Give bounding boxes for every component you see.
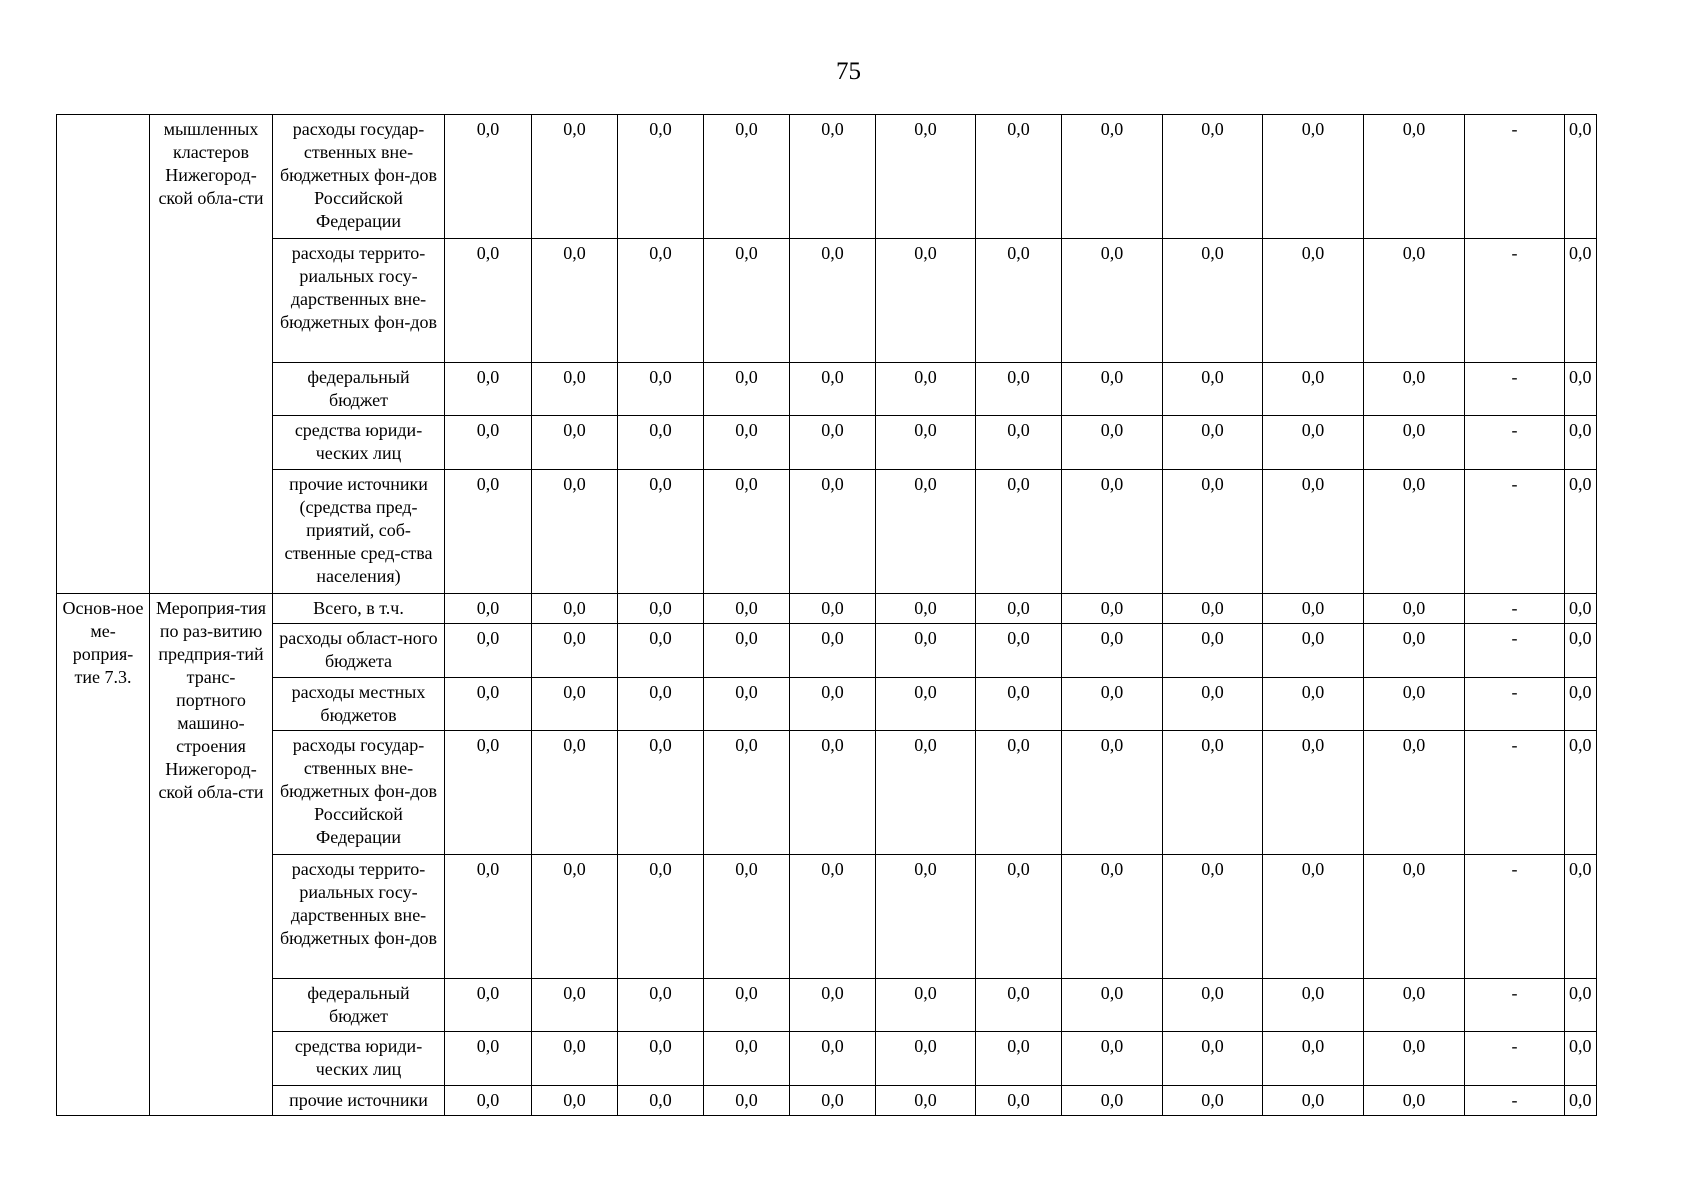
value-cell: - — [1465, 731, 1565, 855]
value-cell: 0,0 — [1062, 1032, 1163, 1086]
value-cell: 0,0 — [1364, 624, 1465, 678]
value-cell: 0,0 — [532, 470, 618, 594]
value-cell: 0,0 — [1062, 731, 1163, 855]
value-cell: 0,0 — [1062, 979, 1163, 1032]
value-cell: 0,0 — [976, 470, 1062, 594]
value-cell: 0,0 — [1364, 416, 1465, 470]
value-cell: 0,0 — [1565, 678, 1597, 731]
value-cell: - — [1465, 115, 1565, 239]
funding-source-cell: расходы террито-риальных госу-дарственных вне-бюджетных фон-дов — [273, 239, 445, 363]
value-cell: 0,0 — [445, 624, 532, 678]
value-cell: 0,0 — [876, 1032, 976, 1086]
value-cell: 0,0 — [1263, 855, 1364, 979]
value-cell: 0,0 — [1263, 1032, 1364, 1086]
value-cell: 0,0 — [1565, 115, 1597, 239]
value-cell: 0,0 — [1163, 470, 1263, 594]
value-cell: 0,0 — [1364, 470, 1465, 594]
value-cell: 0,0 — [876, 239, 976, 363]
value-cell: 0,0 — [790, 855, 876, 979]
value-cell: 0,0 — [445, 855, 532, 979]
value-cell: 0,0 — [876, 416, 976, 470]
value-cell: 0,0 — [790, 416, 876, 470]
funding-source-cell: расходы государ-ственных вне-бюджетных фон-дов Российской Федерации — [273, 731, 445, 855]
value-cell: - — [1465, 855, 1565, 979]
value-cell: 0,0 — [532, 115, 618, 239]
value-cell: 0,0 — [976, 594, 1062, 624]
funding-source-cell: федеральный бюджет — [273, 979, 445, 1032]
funding-source-cell: прочие источники (средства пред-приятий, соб-ственные сред-ства населения) — [273, 470, 445, 594]
funding-source-cell: расходы террито-риальных госу-дарственных вне-бюджетных фон-дов — [273, 855, 445, 979]
value-cell: 0,0 — [790, 239, 876, 363]
value-cell: 0,0 — [790, 731, 876, 855]
table-row — [57, 594, 1597, 624]
value-cell: 0,0 — [704, 624, 790, 678]
value-cell: - — [1465, 624, 1565, 678]
value-cell: 0,0 — [976, 115, 1062, 239]
value-cell: 0,0 — [876, 363, 976, 416]
value-cell: 0,0 — [445, 239, 532, 363]
value-cell: 0,0 — [618, 594, 704, 624]
activity-name-cell: Мероприя-тия по раз-витию предприя-тий транс-портного машино-строения Нижегород-ской обла-сти — [150, 594, 273, 1116]
value-cell: 0,0 — [445, 979, 532, 1032]
value-cell: 0,0 — [1565, 979, 1597, 1032]
table-body — [57, 115, 1597, 1116]
value-cell: 0,0 — [1364, 594, 1465, 624]
value-cell: 0,0 — [1364, 731, 1465, 855]
value-cell: 0,0 — [445, 678, 532, 731]
value-cell: 0,0 — [618, 470, 704, 594]
value-cell: 0,0 — [1062, 855, 1163, 979]
value-cell: 0,0 — [1163, 731, 1263, 855]
value-cell: 0,0 — [790, 363, 876, 416]
value-cell: 0,0 — [790, 594, 876, 624]
value-cell: 0,0 — [1062, 470, 1163, 594]
value-cell: 0,0 — [976, 855, 1062, 979]
value-cell: 0,0 — [1263, 594, 1364, 624]
activity-code-cell: Основ-ное ме-роприя-тие 7.3. — [57, 594, 150, 1116]
value-cell: 0,0 — [1263, 115, 1364, 239]
value-cell: 0,0 — [445, 1086, 532, 1116]
value-cell: 0,0 — [618, 115, 704, 239]
value-cell: 0,0 — [618, 731, 704, 855]
value-cell: 0,0 — [618, 1086, 704, 1116]
value-cell: 0,0 — [618, 624, 704, 678]
value-cell: 0,0 — [445, 363, 532, 416]
value-cell: 0,0 — [704, 855, 790, 979]
activity-code-cell — [57, 115, 150, 594]
table-row — [57, 855, 1597, 979]
value-cell: - — [1465, 416, 1565, 470]
value-cell: 0,0 — [1263, 731, 1364, 855]
value-cell: 0,0 — [445, 594, 532, 624]
funding-source-cell: прочие источники — [273, 1086, 445, 1116]
value-cell: 0,0 — [790, 1032, 876, 1086]
value-cell: 0,0 — [1565, 594, 1597, 624]
value-cell: 0,0 — [704, 1032, 790, 1086]
value-cell: 0,0 — [532, 624, 618, 678]
value-cell: - — [1465, 594, 1565, 624]
funding-table — [56, 114, 1597, 1116]
value-cell: 0,0 — [1163, 416, 1263, 470]
table-row — [57, 115, 1597, 239]
value-cell: 0,0 — [1565, 731, 1597, 855]
value-cell: - — [1465, 470, 1565, 594]
funding-source-cell: расходы област-ного бюджета — [273, 624, 445, 678]
value-cell: 0,0 — [1364, 855, 1465, 979]
value-cell: 0,0 — [1364, 678, 1465, 731]
value-cell: 0,0 — [532, 855, 618, 979]
value-cell: 0,0 — [618, 1032, 704, 1086]
funding-source-cell: расходы государ-ственных вне-бюджетных фон-дов Российской Федерации — [273, 115, 445, 239]
funding-source-cell: средства юриди-ческих лиц — [273, 1032, 445, 1086]
value-cell: 0,0 — [1263, 470, 1364, 594]
value-cell: 0,0 — [704, 731, 790, 855]
value-cell: 0,0 — [532, 416, 618, 470]
value-cell: 0,0 — [618, 239, 704, 363]
value-cell: 0,0 — [1062, 678, 1163, 731]
value-cell: 0,0 — [532, 1032, 618, 1086]
value-cell: 0,0 — [1565, 624, 1597, 678]
value-cell: 0,0 — [445, 115, 532, 239]
value-cell: 0,0 — [1062, 363, 1163, 416]
table-row — [57, 363, 1597, 416]
table-row — [57, 731, 1597, 855]
value-cell: 0,0 — [704, 239, 790, 363]
value-cell: 0,0 — [876, 115, 976, 239]
value-cell: 0,0 — [1364, 979, 1465, 1032]
value-cell: 0,0 — [1565, 470, 1597, 594]
value-cell: 0,0 — [876, 594, 976, 624]
activity-name-cell: мышленных кластеров Нижегород-ской обла-сти — [150, 115, 273, 594]
table-row — [57, 1032, 1597, 1086]
value-cell: 0,0 — [1565, 855, 1597, 979]
value-cell: 0,0 — [1263, 416, 1364, 470]
value-cell: 0,0 — [1565, 416, 1597, 470]
value-cell: 0,0 — [976, 239, 1062, 363]
value-cell: 0,0 — [976, 624, 1062, 678]
value-cell: 0,0 — [618, 855, 704, 979]
value-cell: 0,0 — [876, 678, 976, 731]
value-cell: 0,0 — [618, 678, 704, 731]
value-cell: 0,0 — [1062, 594, 1163, 624]
value-cell: 0,0 — [790, 1086, 876, 1116]
table-row — [57, 416, 1597, 470]
value-cell: 0,0 — [704, 416, 790, 470]
value-cell: 0,0 — [1163, 594, 1263, 624]
value-cell: - — [1465, 678, 1565, 731]
value-cell: 0,0 — [1163, 678, 1263, 731]
value-cell: 0,0 — [976, 363, 1062, 416]
value-cell: 0,0 — [532, 363, 618, 416]
value-cell: 0,0 — [1263, 979, 1364, 1032]
value-cell: 0,0 — [618, 979, 704, 1032]
table-row — [57, 678, 1597, 731]
value-cell: 0,0 — [1163, 363, 1263, 416]
value-cell: 0,0 — [704, 594, 790, 624]
value-cell: 0,0 — [876, 470, 976, 594]
value-cell: 0,0 — [1163, 115, 1263, 239]
value-cell: 0,0 — [1263, 1086, 1364, 1116]
value-cell: 0,0 — [1163, 855, 1263, 979]
value-cell: 0,0 — [1364, 1032, 1465, 1086]
funding-source-cell: федеральный бюджет — [273, 363, 445, 416]
value-cell: 0,0 — [876, 731, 976, 855]
value-cell: 0,0 — [1263, 624, 1364, 678]
value-cell: 0,0 — [445, 416, 532, 470]
value-cell: 0,0 — [790, 115, 876, 239]
value-cell: 0,0 — [1364, 115, 1465, 239]
value-cell: 0,0 — [976, 1086, 1062, 1116]
value-cell: 0,0 — [1163, 624, 1263, 678]
value-cell: 0,0 — [790, 470, 876, 594]
value-cell: 0,0 — [618, 363, 704, 416]
value-cell: 0,0 — [704, 363, 790, 416]
value-cell: 0,0 — [618, 416, 704, 470]
value-cell: 0,0 — [1062, 1086, 1163, 1116]
value-cell: 0,0 — [704, 979, 790, 1032]
value-cell: - — [1465, 239, 1565, 363]
value-cell: 0,0 — [1062, 624, 1163, 678]
value-cell: 0,0 — [532, 239, 618, 363]
funding-source-cell: Всего, в т.ч. — [273, 594, 445, 624]
value-cell: 0,0 — [1163, 239, 1263, 363]
value-cell: 0,0 — [704, 1086, 790, 1116]
value-cell: 0,0 — [1565, 1086, 1597, 1116]
value-cell: 0,0 — [1364, 363, 1465, 416]
value-cell: 0,0 — [704, 115, 790, 239]
value-cell: 0,0 — [1263, 363, 1364, 416]
value-cell: 0,0 — [532, 979, 618, 1032]
value-cell: 0,0 — [790, 678, 876, 731]
value-cell: 0,0 — [976, 979, 1062, 1032]
table-row — [57, 239, 1597, 363]
table-row — [57, 624, 1597, 678]
value-cell: - — [1465, 1032, 1565, 1086]
value-cell: 0,0 — [1263, 239, 1364, 363]
value-cell: 0,0 — [445, 731, 532, 855]
value-cell: 0,0 — [976, 1032, 1062, 1086]
funding-source-cell: средства юриди-ческих лиц — [273, 416, 445, 470]
value-cell: 0,0 — [532, 731, 618, 855]
value-cell: 0,0 — [1062, 115, 1163, 239]
value-cell: 0,0 — [876, 979, 976, 1032]
page-number: 75 — [836, 58, 861, 85]
value-cell: 0,0 — [532, 1086, 618, 1116]
value-cell: 0,0 — [704, 470, 790, 594]
value-cell: - — [1465, 1086, 1565, 1116]
value-cell: 0,0 — [1565, 363, 1597, 416]
value-cell: 0,0 — [1062, 239, 1163, 363]
value-cell: 0,0 — [1263, 678, 1364, 731]
value-cell: 0,0 — [1163, 1086, 1263, 1116]
value-cell: 0,0 — [704, 678, 790, 731]
funding-source-cell: расходы местных бюджетов — [273, 678, 445, 731]
value-cell: 0,0 — [976, 678, 1062, 731]
value-cell: 0,0 — [532, 678, 618, 731]
value-cell: 0,0 — [1163, 1032, 1263, 1086]
value-cell: 0,0 — [790, 624, 876, 678]
value-cell: 0,0 — [1364, 239, 1465, 363]
value-cell: 0,0 — [976, 731, 1062, 855]
value-cell: 0,0 — [445, 1032, 532, 1086]
value-cell: 0,0 — [976, 416, 1062, 470]
value-cell: 0,0 — [876, 1086, 976, 1116]
value-cell: 0,0 — [1565, 239, 1597, 363]
value-cell: 0,0 — [1163, 979, 1263, 1032]
value-cell: - — [1465, 979, 1565, 1032]
table-row — [57, 979, 1597, 1032]
value-cell: 0,0 — [790, 979, 876, 1032]
table-row — [57, 1086, 1597, 1116]
value-cell: 0,0 — [1364, 1086, 1465, 1116]
value-cell: 0,0 — [532, 594, 618, 624]
value-cell: 0,0 — [1565, 1032, 1597, 1086]
value-cell: 0,0 — [876, 624, 976, 678]
value-cell: - — [1465, 363, 1565, 416]
value-cell: 0,0 — [445, 470, 532, 594]
value-cell: 0,0 — [876, 855, 976, 979]
value-cell: 0,0 — [1062, 416, 1163, 470]
table-row — [57, 470, 1597, 594]
